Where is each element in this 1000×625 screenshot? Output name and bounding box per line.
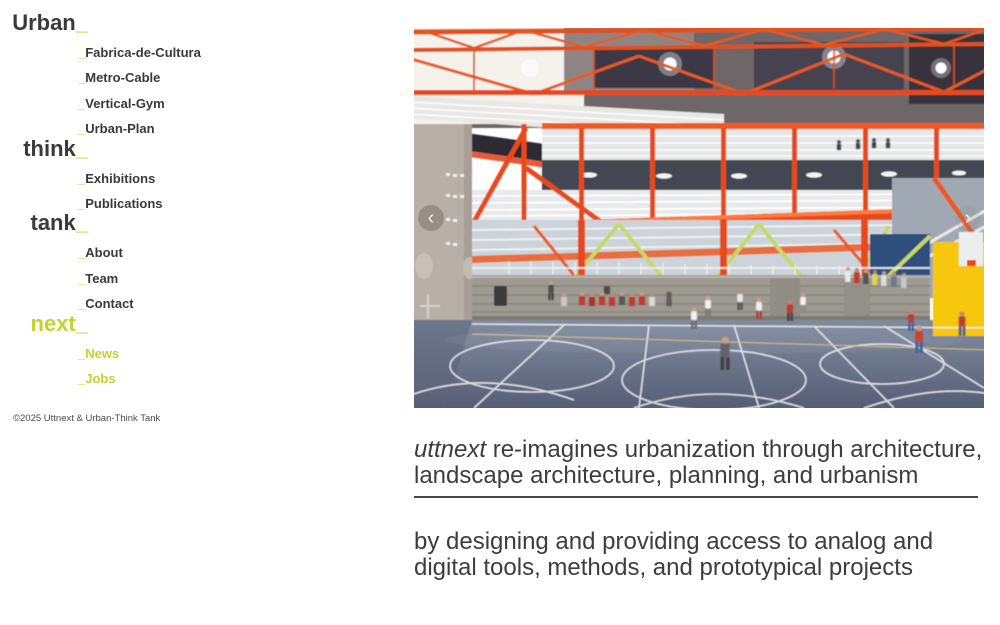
nav-item-exhibitions[interactable] <box>78 166 400 191</box>
nav-item-label: Exhibitions <box>85 170 156 186</box>
nav-item-label: About <box>85 245 123 261</box>
nav-list-tank <box>0 240 400 316</box>
nav-item-label: Team <box>85 270 119 286</box>
carousel-next-button[interactable] <box>955 205 981 231</box>
chevron-left-icon: ‹ <box>427 206 435 229</box>
intro-text: re-imagines urbanization through architecture, landscape architecture, planning, and urbanism <box>414 436 983 489</box>
item-underscore: _ <box>78 170 86 186</box>
gym-photo <box>414 28 984 408</box>
nav-list-think <box>0 166 400 217</box>
copyright-text: ©2025 Uttnext & Urban-Think Tank <box>13 413 161 424</box>
nav-item-about[interactable] <box>78 240 400 265</box>
nav-list-next <box>0 341 400 392</box>
item-underscore: _ <box>78 196 86 212</box>
item-underscore: _ <box>78 296 86 312</box>
nav-item-label: Fabrica-de-Cultura <box>85 45 201 60</box>
nav-item-label: Jobs <box>85 371 116 387</box>
nav-item-metro-cable[interactable] <box>78 65 400 90</box>
item-underscore: _ <box>78 70 86 86</box>
wordmark-text: Urban <box>12 10 76 35</box>
item-underscore: _ <box>78 270 86 286</box>
nav-group-next <box>0 311 400 392</box>
nav-group-tank <box>0 210 400 316</box>
nav-item-vertical-gym[interactable] <box>78 91 400 116</box>
wordmark-text: think <box>23 135 76 161</box>
sidebar-nav <box>0 0 400 391</box>
nav-item-label: News <box>85 345 120 361</box>
wordmark-underscore: _ <box>75 210 88 236</box>
nav-item-label: Urban-Plan <box>85 121 155 137</box>
nav-item-jobs[interactable] <box>78 366 400 391</box>
item-underscore: _ <box>78 45 86 60</box>
wordmark-underscore: _ <box>75 310 88 336</box>
carousel <box>414 28 984 408</box>
nav-item-label: Publications <box>85 196 163 212</box>
wordmark-tank <box>0 210 88 235</box>
nav-list-urban <box>0 40 400 142</box>
wordmark-text: next <box>30 310 76 336</box>
nav-group-urban <box>0 10 400 142</box>
carousel-prev-button[interactable] <box>418 205 444 231</box>
sidebar <box>0 0 400 625</box>
main-content <box>414 28 984 581</box>
nav-group-think <box>0 136 400 217</box>
item-underscore: _ <box>78 345 86 361</box>
body-paragraph: by designing and providing access to analog and digital tools, methods, and prototypical projects <box>414 528 934 581</box>
wordmark-think <box>0 136 88 161</box>
wordmark-underscore: _ <box>75 10 88 35</box>
item-underscore: _ <box>78 121 86 137</box>
item-underscore: _ <box>78 245 86 261</box>
wordmark-next <box>0 311 88 336</box>
divider <box>414 496 978 498</box>
wordmark-text: tank <box>30 210 76 236</box>
nav-item-label: Metro-Cable <box>85 70 161 86</box>
chevron-right-icon: › <box>964 206 972 229</box>
nav-item-news[interactable] <box>78 341 400 366</box>
nav-item-team[interactable] <box>78 266 400 291</box>
nav-item-fabrica-de-cultura[interactable] <box>78 40 400 65</box>
nav-item-label: Contact <box>85 296 134 312</box>
item-underscore: _ <box>78 95 86 111</box>
wordmark-underscore: _ <box>75 135 88 161</box>
brand-word: uttnext <box>414 436 487 463</box>
nav-item-label: Vertical-Gym <box>85 95 165 111</box>
item-underscore: _ <box>78 371 86 387</box>
intro-paragraph <box>414 437 984 489</box>
wordmark-urban <box>0 10 88 35</box>
